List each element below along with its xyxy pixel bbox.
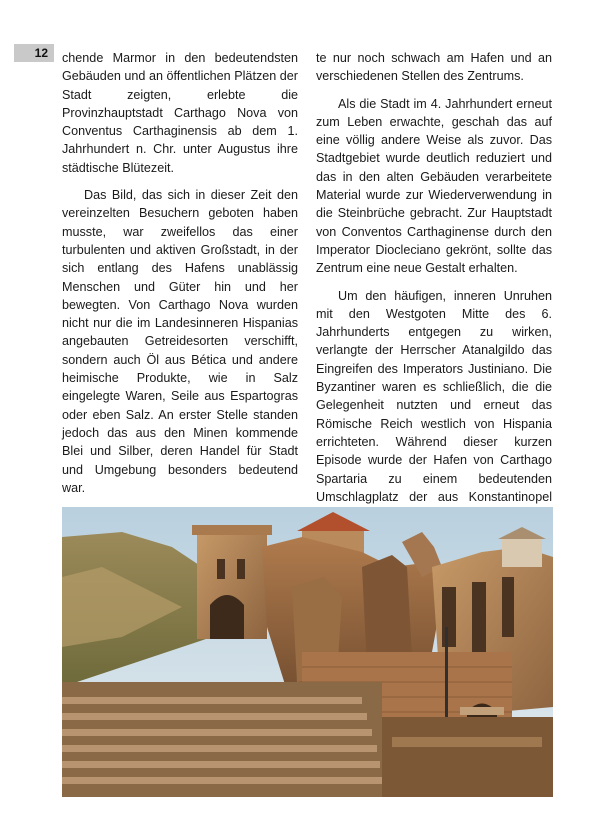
paragraph: te nur noch schwach am Hafen und an verschiedenen Stellen des Zentrums.	[316, 51, 552, 84]
page-number: 12	[14, 44, 54, 62]
paragraph: Als die Stadt im 4. Jahrhundert erneut zum Leben erwachte, geschah das auf eine völlig andere Weise als zuvor. Das Stadtgebiet wurde deutlich reduziert und das in den alten Gebäuden verarbeitete Material wurde zur Wiederverwendung in die Steinbrüche gebracht. Zur Hauptstadt von Conventos Carthaginense durch den Imperator Diocleciano gekrönt, sollte das Zentrum eine neue Gestalt erhalten.	[316, 96, 552, 276]
paragraph: Um den häufigen, inneren Unruhen mit den Westgoten Mitte des 6. Jahrhunderts entgegen zu wirken, verlangte der Herrscher Atanalgildo das Eingreifen des Imperators Justiniano. Die Byzantiner waren es schließlich, die die Gelegenheit nutzten und erneut das Römische Reich westlich von Hispania errichteten. Während dieser kurzen Episode wurde der Hafen von Carthago Spartaria zu einem bedeutenden Umschlagplatz der aus Konstantinopel	[316, 288, 552, 504]
roman-ruins-photo	[62, 507, 553, 797]
paragraph: chende Marmor in den bedeutendsten Gebäuden und an öffentlichen Plätzen der Stadt zeigten, erlebte die Provinzhauptstadt Carthago Nova von Conventus Carthaginensis ab dem 1. Jahrhundert n. Chr. unter Augustus ihre städtische Blütezeit.	[62, 51, 298, 175]
paragraph: Das Bild, das sich in dieser Zeit den vereinzelten Besuchern geboten haben musste, war zweifellos das einer turbulenten und aktiven Großstadt, in der sich entlang des Hafens unablässig Menschen und Güter hin und her bewegten. Von Carthago Nova wurden nicht nur die im Landesinneren Hispanias angebauten Getreidesorten verschifft, sondern auch Öl aus Bética und andere heimische Produkte, wie in Salz eingelegte Waren, Seile aus Espartogras oder eben Salz. An erster Stelle standen jedoch das aus den Minen kommende Blei und Silber, deren Handel für Stadt und Umgebung besonders bedeutend war.	[62, 188, 298, 495]
